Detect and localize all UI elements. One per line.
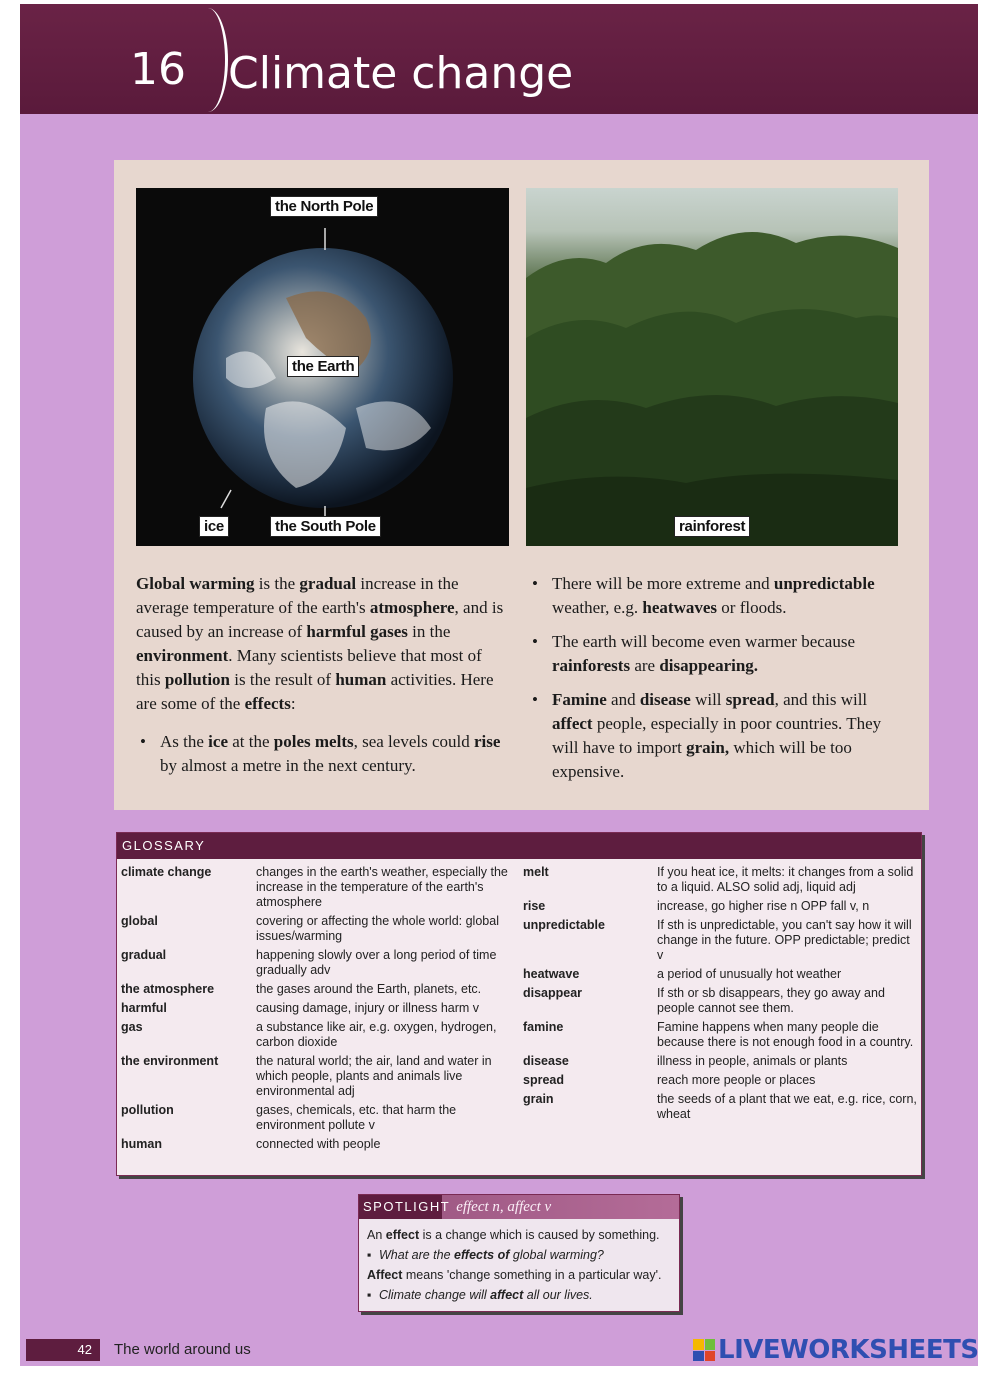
glossary-entry: unpredictable If sth is unpredictable, you can't say how it will change in the future. OPP predictable; predict v (523, 918, 912, 962)
liveworksheets-brand (693, 1334, 979, 1366)
effects-bullet-list (528, 572, 908, 784)
spotlight-affect-definition: Affect means 'change something in a particular way'. (367, 1268, 662, 1282)
spotlight-effect-example: ▪ What are the effects of global warming? (367, 1245, 673, 1265)
glossary-entry: disease illness in people, animals or plants (523, 1054, 848, 1068)
chapter-title: Climate change (228, 48, 574, 99)
glossary-entry: spread reach more people or places (523, 1073, 816, 1087)
spotlight-header: SPOTLIGHT effect n, affect v (359, 1195, 679, 1219)
glossary-entry: pollution gases, chemicals, etc. that harm the environment pollute v (121, 1103, 457, 1132)
intro-paragraph (136, 572, 506, 778)
rainforest-photo (526, 188, 898, 546)
spotlight-body (359, 1219, 679, 1305)
spotlight-affect-example: ▪ Climate change will affect all our lives. (367, 1285, 673, 1305)
intro-text: Global warming is the gradual increase in the average temperature of the earth's atmosphere, and is caused by an increase of harmful gases in the environment. Many scientists believe that most of this pollution is the result of human activities. Here are some of the effects: (136, 574, 504, 713)
label-south-pole: the South Pole (270, 516, 381, 537)
chapter-bracket-divider (188, 8, 228, 112)
chapter-number: 16 (130, 44, 186, 95)
glossary-entry: rise increase, go higher rise n OPP fall v, n (523, 899, 870, 913)
label-north-pole: the North Pole (270, 196, 378, 217)
page (20, 4, 978, 1366)
page-number: 42 (26, 1339, 100, 1361)
spotlight-box (358, 1194, 680, 1312)
glossary-entry: gas a substance like air, e.g. oxygen, hydrogen, carbon dioxide (121, 1020, 497, 1049)
glossary-entry: famine Famine happens when many people die because there is not enough food in a country. (523, 1020, 914, 1049)
bullet-famine: • Famine and disease will spread, and this will affect people, especially in poor countries. They will have to import grain, which will be too expensive. (528, 688, 908, 784)
glossary-entry: human connected with people (121, 1137, 381, 1151)
earth-photo (136, 188, 509, 546)
glossary-entry: climate change changes in the earth's weather, especially the increase in the temperature of the earth's atmosphere (121, 865, 508, 909)
label-rainforest: rainforest (674, 516, 750, 537)
glossary-entry: harmful causing damage, injury or illness harm v (121, 1001, 480, 1015)
liveworksheets-logo-icon (693, 1339, 715, 1361)
glossary-entry: global covering or affecting the whole world: global issues/warming (121, 914, 499, 943)
glossary-entry: grain the seeds of a plant that we eat, e.g. rice, corn, wheat (523, 1092, 917, 1121)
bullet-rainforests: • The earth will become even warmer because rainforests are disappearing. (528, 630, 908, 678)
label-earth: the Earth (287, 356, 359, 377)
glossary-box (116, 832, 922, 1176)
glossary-title: GLOSSARY (117, 833, 921, 859)
glossary-entry: gradual happening slowly over a long period of time gradually adv (121, 948, 497, 977)
spotlight-effect-definition: An effect is a change which is caused by something. (367, 1228, 660, 1242)
glossary-entry: the atmosphere the gases around the Earth, planets, etc. (121, 982, 482, 996)
glossary-entry: heatwave a period of unusually hot weather (523, 967, 842, 981)
glossary-entry: disappear If sth or sb disappears, they go away and people cannot see them. (523, 986, 885, 1015)
section-title: The world around us (114, 1341, 251, 1358)
rainforest-canopy-illustration (526, 188, 898, 546)
illustration-panel (114, 160, 929, 810)
label-ice: ice (199, 516, 229, 537)
glossary-left-column (121, 865, 517, 1156)
bullet-weather: • There will be more extreme and unpredictable weather, e.g. heatwaves or floods. (528, 572, 908, 620)
liveworksheets-wordmark: LIVEWORKSHEETS (718, 1335, 979, 1365)
chapter-header (20, 4, 978, 114)
bullet-ice-melting: • As the ice at the poles melts, sea levels could rise by almost a metre in the next century. (136, 730, 506, 778)
glossary-right-column (523, 865, 917, 1126)
glossary-entry: the environment the natural world; the air, land and water in which people, plants and animals live environmental adj (121, 1054, 492, 1098)
glossary-entry: melt If you heat ice, it melts: it changes from a solid to a liquid. ALSO solid adj, liquid adj (523, 865, 914, 894)
